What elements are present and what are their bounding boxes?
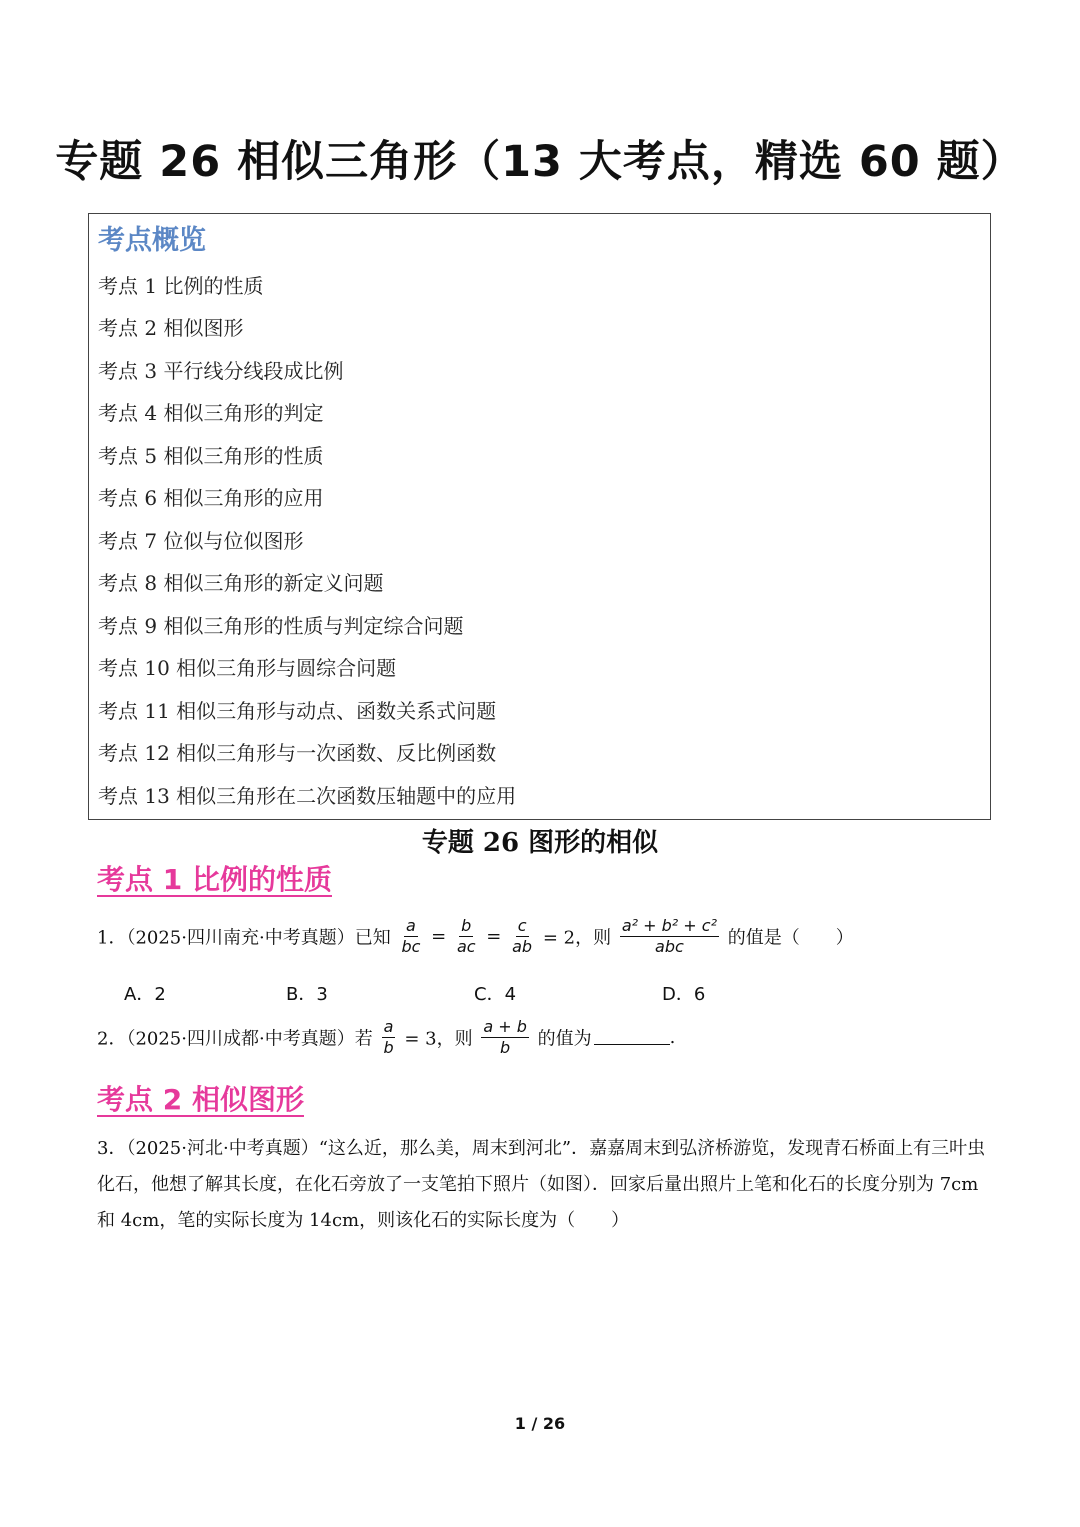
- page-number: 1 / 26: [514, 1414, 566, 1433]
- fraction: $\frac{b}{ac}$: [456, 916, 476, 956]
- overview-heading: 考点概览: [98, 225, 206, 256]
- fraction: $\frac{c}{ab}$: [512, 916, 533, 956]
- fraction: $\frac{\text{a² + b² + c²}}{\text{abc}}$: [621, 916, 717, 956]
- overview-item: 考点 7 位似与位似图形: [98, 529, 304, 553]
- overview-item: 考点 12 相似三角形与一次函数、反比例函数: [98, 741, 497, 765]
- section-heading-1: 考点 1 比例的性质: [97, 863, 332, 896]
- overview-item: 考点 8 相似三角形的新定义问题: [98, 571, 384, 595]
- overview-item: 考点 1 比例的性质: [98, 274, 264, 298]
- overview-item: 考点 4 相似三角形的判定: [98, 401, 324, 425]
- question-1: 1．（2025·四川南充·中考真题）已知 $\frac{a}{bc}$ = $\frac{b}{ac}$ = $\frac{c}{ab}$ = 2，则 $\frac{\text{a² + b² + c²}}{\text{abc}}$ 的值是（ ）: [97, 916, 854, 956]
- overview-item: 考点 11 相似三角形与动点、函数关系式问题: [98, 699, 497, 723]
- section-subtitle: 专题 26 图形的相似: [421, 828, 659, 858]
- fraction: $\frac{a}{bc}$: [401, 916, 421, 956]
- overview-item: 考点 6 相似三角形的应用: [98, 486, 324, 510]
- overview-item: 考点 5 相似三角形的性质: [98, 444, 324, 468]
- overview-item: 考点 10 相似三角形与圆综合问题: [98, 656, 397, 680]
- option-a: A．2: [124, 984, 166, 1005]
- option-d: D．6: [662, 984, 706, 1005]
- answer-blank: [594, 1030, 670, 1045]
- question-3: 3．（2025·河北·中考真题）“这么近，那么美，周末到河北”．嘉嘉周末到弘济桥游览，发现青石桥面上有三叶虫化石，他想了解其长度，在化石旁放了一支笔拍下照片（如图）．回家后量出照片上笔和化石的长度分别为 7cm 和 4cm，笔的实际长度为 14cm，则该化石的实际长度为（ ）: [97, 1138, 986, 1231]
- overview-item: 考点 3 平行线分线段成比例: [98, 359, 344, 383]
- option-c: C．4: [474, 984, 517, 1005]
- question-2: 2．（2025·四川成都·中考真题）若 $\frac{a}{b}$ = 3，则 $\frac{a + b}{b}$ 的值为 .: [97, 1017, 676, 1057]
- overview-box: [88, 213, 991, 820]
- fraction: $\frac{a}{b}$: [383, 1017, 394, 1057]
- overview-item: 考点 2 相似图形: [98, 316, 244, 340]
- option-b: B．3: [286, 984, 328, 1005]
- fraction: $\frac{a + b}{b}$: [483, 1017, 527, 1057]
- overview-item: 考点 13 相似三角形在二次函数压轴题中的应用: [98, 784, 517, 808]
- section-heading-2: 考点 2 相似图形: [97, 1083, 304, 1116]
- overview-item: 考点 9 相似三角形的性质与判定综合问题: [98, 614, 464, 638]
- document-title: 专题 26 相似三角形（13 大考点，精选 60 题）: [55, 137, 1025, 187]
